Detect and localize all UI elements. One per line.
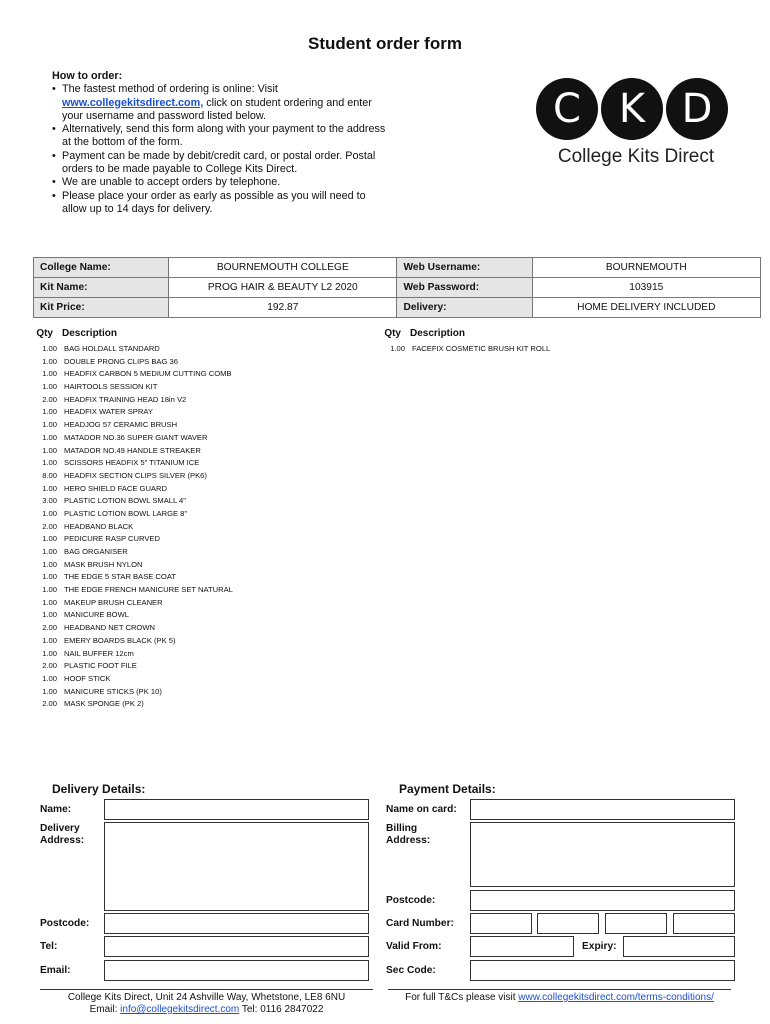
college-name-label: College Name: — [34, 258, 169, 278]
list-item — [35, 369, 233, 382]
list-item — [35, 598, 233, 611]
kit-price-value: 192.87 — [169, 298, 397, 318]
list-item — [35, 534, 233, 547]
how-to-item: • Alternatively, send this form along with your payment to the address at the bottom of the form. — [62, 123, 392, 150]
items-list-left — [35, 328, 233, 712]
items-rows — [383, 344, 550, 357]
list-item — [35, 382, 233, 395]
footer-divider-right — [388, 989, 731, 990]
list-item — [35, 674, 233, 687]
sec-code-label: Sec Code: — [386, 965, 436, 976]
item-qty: 1.00 — [42, 344, 57, 353]
college-name-value: BOURNEMOUTH COLLEGE — [169, 258, 397, 278]
item-qty: 2.00 — [42, 394, 57, 404]
kit-info-table — [33, 257, 761, 318]
description-header: Description — [410, 328, 466, 339]
item-description: PLASTIC FOOT FILE — [64, 661, 137, 671]
email-label-text: Email: — [89, 1004, 121, 1015]
item-qty: 1.00 — [42, 585, 57, 595]
delivery-label: Delivery: — [397, 298, 532, 318]
delivery-name-field[interactable] — [104, 799, 369, 820]
description-header: Description — [62, 328, 118, 339]
footer-address — [40, 992, 373, 1016]
item-description: MANICURE STICKS (PK 10) — [64, 686, 162, 696]
item-qty: 1.00 — [42, 597, 57, 607]
item-qty: 1.00 — [42, 547, 57, 556]
card-number-field-4[interactable] — [673, 913, 735, 934]
card-name-label: Name on card: — [386, 804, 457, 815]
how-to-list — [52, 83, 392, 216]
item-description: HEADBAND BLACK — [64, 521, 134, 531]
item-description: HEADBAND NET CROWN — [64, 623, 155, 633]
web-password-label: Web Password: — [397, 278, 532, 298]
how-to-item: • Please place your order as early as possible as you will need to allow up to 14 days for delivery. — [62, 190, 392, 217]
tel-field[interactable] — [104, 936, 369, 957]
website-link[interactable]: www.collegekitsdirect.com, — [62, 96, 204, 109]
how-to-heading: How to order: — [52, 70, 123, 82]
item-description: MANICURE BOWL — [64, 610, 129, 620]
qty-header: Qty — [384, 328, 401, 339]
list-item — [35, 560, 233, 573]
list-item — [35, 433, 233, 446]
delivery-address-field[interactable] — [104, 822, 369, 911]
ckd-logo — [536, 78, 736, 168]
item-description: MATADOR NO.49 HANDLE STREAKER — [64, 445, 201, 455]
item-qty: 3.00 — [42, 496, 57, 506]
expiry-label: Expiry: — [582, 941, 617, 952]
item-description: BAG ORGANISER — [64, 547, 128, 556]
card-number-field-2[interactable] — [537, 913, 599, 934]
list-item — [35, 661, 233, 674]
list-item — [35, 357, 233, 370]
logo-letter-c: C — [536, 78, 598, 140]
item-qty: 1.00 — [42, 356, 57, 366]
item-description: MAKEUP BRUSH CLEANER — [64, 597, 163, 607]
logo-letter-k: K — [601, 78, 663, 140]
card-number-field-3[interactable] — [605, 913, 667, 934]
item-qty: 2.00 — [42, 699, 57, 709]
terms-link[interactable]: www.collegekitsdirect.com/terms-conditions/ — [518, 992, 714, 1003]
footer-divider-left — [40, 989, 373, 990]
list-item — [35, 344, 233, 357]
company-address: College Kits Direct, Unit 24 Ashville Way, Whetstone, LE8 6NU — [67, 992, 346, 1003]
item-qty: 1.00 — [42, 458, 57, 468]
tel-label: Tel: — [40, 941, 58, 952]
card-number-label: Card Number: — [386, 918, 454, 929]
item-qty: 1.00 — [390, 344, 405, 353]
item-description: MASK SPONGE (PK 2) — [64, 699, 144, 709]
item-description: NAIL BUFFER 12cm — [64, 648, 134, 658]
list-item — [35, 585, 233, 598]
web-password-value: 103915 — [532, 278, 760, 298]
list-item — [35, 699, 233, 712]
item-qty: 1.00 — [42, 382, 57, 392]
item-qty: 8.00 — [42, 470, 57, 480]
payment-details-title: Payment Details: — [399, 782, 496, 796]
item-qty: 1.00 — [42, 432, 57, 442]
item-qty: 1.00 — [42, 686, 57, 696]
how-to-text: click on student ordering and enter your username and password listed below. — [62, 96, 372, 122]
item-qty: 1.00 — [42, 635, 57, 645]
items-list-right — [383, 328, 550, 357]
item-qty: 1.00 — [42, 407, 57, 417]
item-description: MASK BRUSH NYLON — [64, 559, 143, 569]
item-description: HAIRTOOLS SESSION KIT — [64, 382, 158, 392]
billing-address-field[interactable] — [470, 822, 735, 887]
footer-contact — [40, 1004, 373, 1016]
item-qty: 1.00 — [42, 445, 57, 455]
delivery-details-title: Delivery Details: — [52, 782, 146, 796]
item-qty: 1.00 — [42, 534, 57, 544]
billing-address-label: Billing Address: — [386, 823, 431, 846]
billing-postcode-label: Postcode: — [386, 895, 436, 906]
list-item — [35, 395, 233, 408]
kit-name-value: PROG HAIR & BEAUTY L2 2020 — [169, 278, 397, 298]
terms-text: For full T&Cs please visit — [405, 992, 519, 1003]
item-description: SCISSORS HEADFIX 5" TITANIUM ICE — [64, 458, 200, 468]
card-name-field[interactable] — [470, 799, 735, 820]
item-qty: 1.00 — [42, 610, 57, 620]
expiry-field[interactable] — [623, 936, 735, 957]
email-field[interactable] — [104, 960, 369, 981]
how-to-item: • Payment can be made by debit/credit card, or postal order. Postal orders to be made payable to College Kits Direct. — [62, 150, 392, 177]
delivery-value: HOME DELIVERY INCLUDED — [532, 298, 760, 318]
item-description: PLASTIC LOTION BOWL SMALL 4" — [64, 496, 186, 506]
item-qty: 1.00 — [42, 420, 57, 430]
item-description: HEADFIX WATER SPRAY — [64, 407, 153, 417]
delivery-address-label: Delivery Address: — [40, 823, 85, 846]
list-item — [35, 484, 233, 497]
valid-from-label: Valid From: — [386, 941, 442, 952]
table-row — [34, 258, 761, 278]
web-username-label: Web Username: — [397, 258, 532, 278]
item-description: EMERY BOARDS BLACK (PK 5) — [64, 635, 176, 645]
item-description: MATADOR NO.36 SUPER GIANT WAVER — [64, 432, 208, 442]
list-item — [35, 407, 233, 420]
how-to-item: • We are unable to accept orders by telephone. — [62, 176, 392, 189]
phone-text: Tel: 0116 2847022 — [239, 1004, 324, 1015]
list-item — [35, 509, 233, 522]
delivery-name-label: Name: — [40, 804, 72, 815]
email-link[interactable]: info@collegekitsdirect.com — [120, 1004, 240, 1015]
table-row — [34, 278, 761, 298]
item-description: DOUBLE PRONG CLIPS BAG 36 — [64, 356, 178, 366]
email-label: Email: — [40, 965, 71, 976]
list-item — [35, 420, 233, 433]
item-qty: 1.00 — [42, 369, 57, 379]
item-qty: 1.00 — [42, 508, 57, 518]
item-qty: 1.00 — [42, 483, 57, 493]
list-item — [35, 547, 233, 560]
item-qty: 2.00 — [42, 521, 57, 531]
item-description: HOOF STICK — [64, 673, 111, 683]
item-description: HERO SHIELD FACE GUARD — [64, 483, 167, 493]
list-item — [35, 623, 233, 636]
how-to-text: The fastest method of ordering is online: Visit — [62, 83, 278, 96]
valid-from-field[interactable] — [470, 936, 574, 957]
how-to-item — [62, 83, 392, 123]
sec-code-field[interactable] — [470, 960, 735, 981]
list-item — [35, 610, 233, 623]
item-description: HEADFIX CARBON 5 MEDIUM CUTTING COMB — [64, 369, 232, 379]
item-description: FACEFIX COSMETIC BRUSH KIT ROLL — [412, 344, 551, 353]
web-username-value: BOURNEMOUTH — [532, 258, 760, 278]
list-item — [35, 446, 233, 459]
item-qty: 1.00 — [42, 572, 57, 582]
page-title: Student order form — [308, 34, 462, 53]
qty-header: Qty — [36, 328, 53, 339]
item-description: PEDICURE RASP CURVED — [64, 534, 160, 544]
item-description: HEADFIX TRAINING HEAD 18in V2 — [64, 394, 187, 404]
item-qty: 2.00 — [42, 661, 57, 671]
list-item — [35, 458, 233, 471]
list-item — [35, 471, 233, 484]
item-description: THE EDGE 5 STAR BASE COAT — [64, 572, 176, 582]
list-item — [35, 636, 233, 649]
card-number-field-1[interactable] — [470, 913, 532, 934]
item-qty: 1.00 — [42, 648, 57, 658]
item-qty: 2.00 — [42, 623, 57, 633]
items-rows — [35, 344, 233, 712]
list-item — [35, 649, 233, 662]
item-description: HEADFIX SECTION CLIPS SILVER (PK6) — [64, 470, 207, 480]
list-item — [35, 522, 233, 535]
list-item — [35, 572, 233, 585]
item-qty: 1.00 — [42, 559, 57, 569]
kit-price-label: Kit Price: — [34, 298, 169, 318]
logo-letter-d: D — [666, 78, 728, 140]
billing-postcode-field[interactable] — [470, 890, 735, 911]
item-description: HEADJOG 57 CERAMIC BRUSH — [64, 420, 178, 430]
delivery-postcode-field[interactable] — [104, 913, 369, 934]
list-item — [383, 344, 550, 357]
list-item — [35, 496, 233, 509]
footer-terms — [388, 992, 731, 1003]
items-header — [35, 328, 233, 339]
list-item — [35, 687, 233, 700]
item-description: BAG HOLDALL STANDARD — [64, 344, 160, 353]
item-description: PLASTIC LOTION BOWL LARGE 8" — [64, 508, 188, 518]
logo-text: College Kits Direct — [557, 146, 715, 167]
kit-name-label: Kit Name: — [34, 278, 169, 298]
table-row — [34, 298, 761, 318]
delivery-postcode-label: Postcode: — [40, 918, 90, 929]
how-to-order — [52, 70, 392, 216]
item-qty: 1.00 — [42, 673, 57, 683]
item-description: THE EDGE FRENCH MANICURE SET NATURAL — [64, 585, 233, 595]
items-header — [383, 328, 550, 339]
logo-circles — [536, 78, 736, 140]
